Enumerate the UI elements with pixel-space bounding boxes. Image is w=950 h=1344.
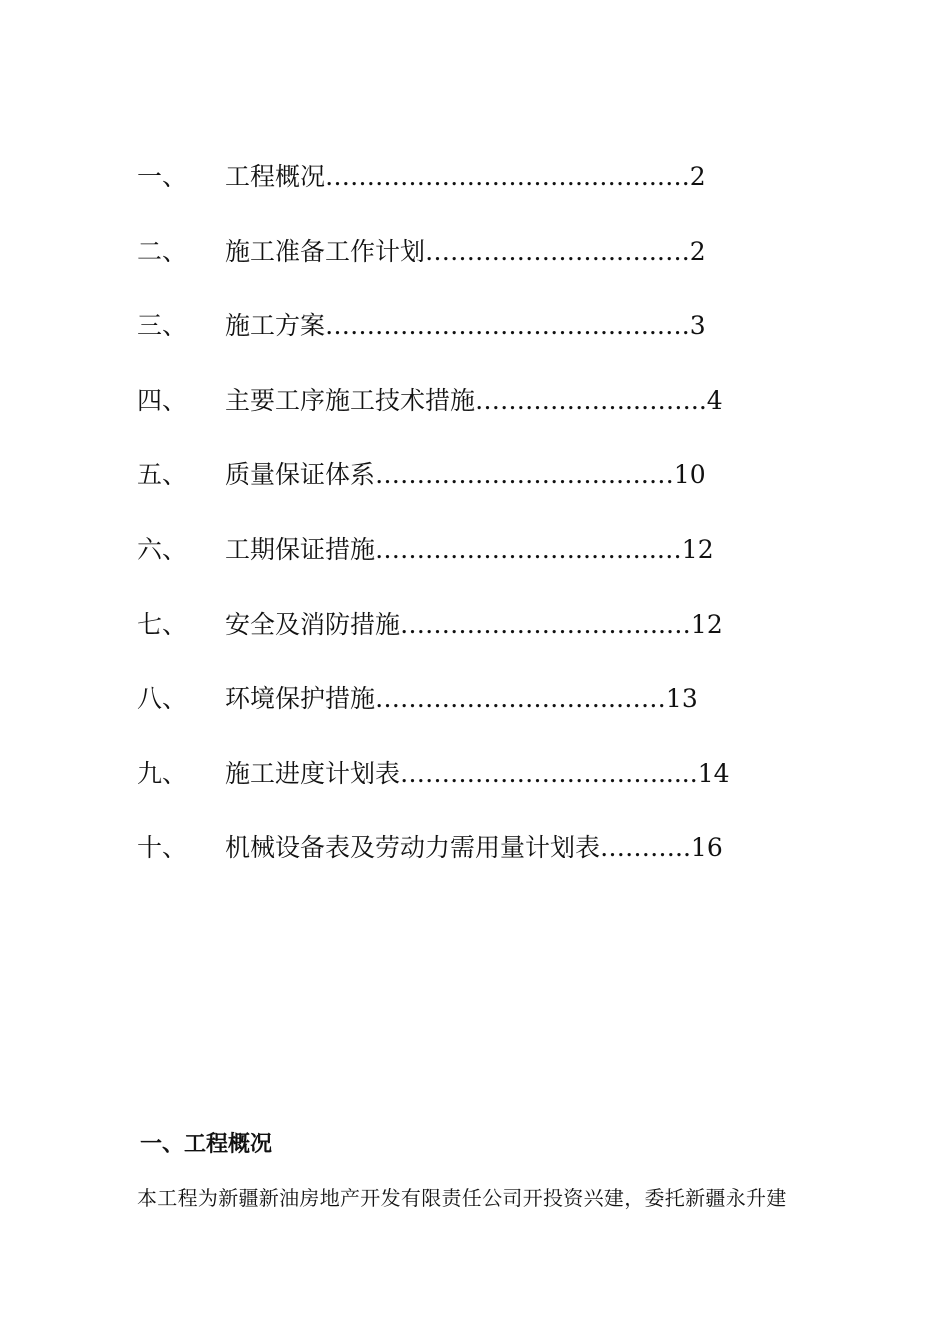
toc-entry-number: 三、 — [137, 311, 188, 341]
toc-entry-title: 机械设备表及劳动力需用量计划表………..16 — [225, 833, 723, 863]
toc-entry-number: 五、 — [137, 460, 188, 490]
toc-entry[interactable] — [137, 826, 797, 901]
toc-entry-title: 施工方案……………………………..…..….3 — [225, 311, 706, 341]
toc-entry-number: 二、 — [137, 236, 188, 266]
toc-entry[interactable] — [137, 304, 797, 379]
toc-entry[interactable] — [137, 528, 797, 603]
toc-entry-title: 主要工序施工技术措施………………..……..4 — [225, 385, 723, 415]
section-heading: 一、工程概况 — [140, 1132, 273, 1157]
toc-entry-title: 环境保护措施………………………..……13 — [225, 684, 698, 714]
toc-entry-number: 十、 — [137, 833, 188, 863]
toc-entry-title: 施工进度计划表…………………………......14 — [225, 758, 730, 788]
toc-entry-number: 八、 — [137, 684, 188, 714]
toc-entry[interactable] — [137, 603, 797, 678]
toc-entry-number: 一、 — [137, 162, 188, 191]
body-paragraph: 本工程为新疆新油房地产开发有限责任公司开投资兴建，委托新疆永升建 — [137, 1186, 787, 1210]
toc-entry[interactable] — [137, 155, 797, 230]
toc-entry-title: 质量保证体系………………………..….…10 — [225, 460, 706, 490]
toc-entry-number: 六、 — [137, 534, 188, 564]
toc-entry[interactable] — [137, 453, 797, 528]
toc-entry-title: 安全及消防措施…………………………..…12 — [225, 609, 723, 639]
toc-entry[interactable] — [137, 752, 797, 827]
toc-entry-title: 施工准备工作计划…………………..…..….2 — [225, 236, 706, 266]
toc-entry[interactable] — [137, 230, 797, 305]
toc-entry-title: 工期保证措施……………………..……..…12 — [225, 534, 714, 564]
table-of-contents — [137, 155, 797, 901]
toc-entry-number: 七、 — [137, 609, 188, 639]
toc-entry-number: 四、 — [137, 385, 188, 415]
toc-entry[interactable] — [137, 379, 797, 454]
toc-entry[interactable] — [137, 677, 797, 752]
toc-entry-number: 九、 — [137, 758, 188, 788]
toc-entry-title: 工程概况…………………………..……..….2 — [225, 162, 706, 191]
